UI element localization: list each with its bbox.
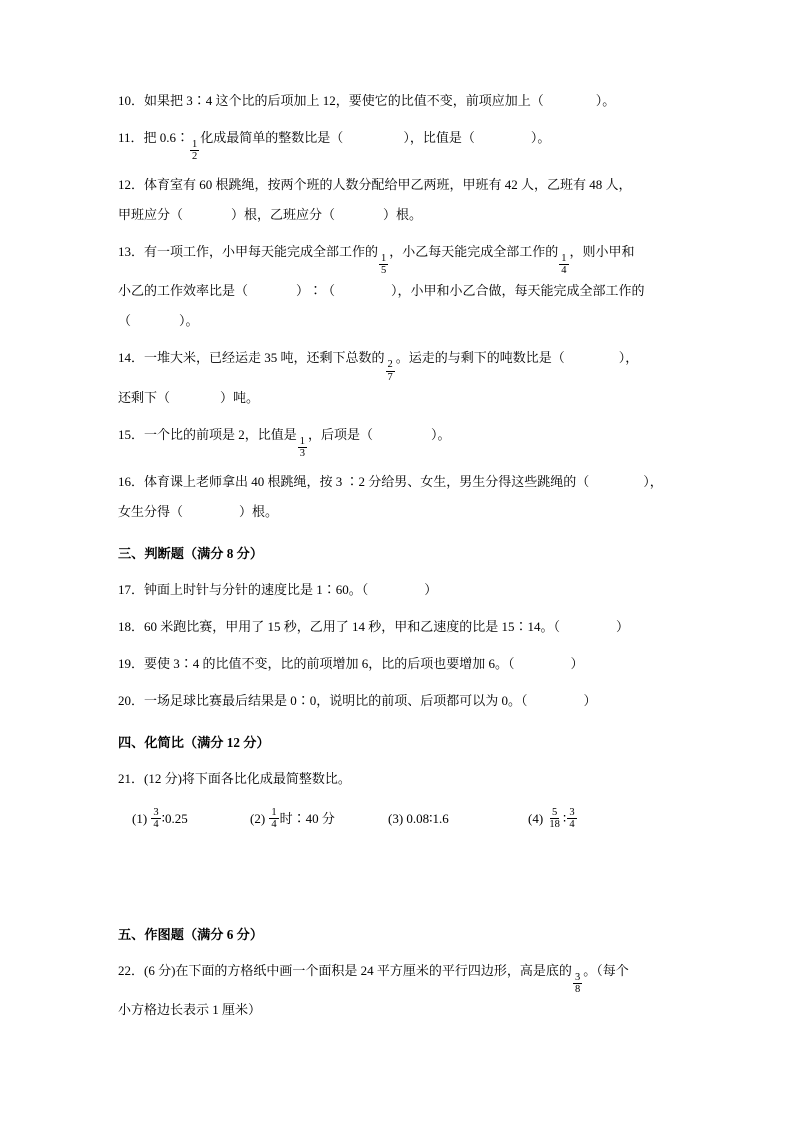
question-text: 体育室有 60 根跳绳，按两个班的人数分配给甲乙两班，甲班有 42 人，乙班有 48 人， xyxy=(144,176,632,192)
simplify-item xyxy=(132,804,250,834)
question-number: 22． xyxy=(118,962,145,978)
fraction xyxy=(151,807,160,831)
section-4-title: 四、化简比（满分 12 分） xyxy=(118,734,270,750)
question-text: 要使 3∶4 的比值不变，比的前项增加 6，比的后项也要增加 6。（ xyxy=(144,655,515,671)
fraction-numerator: 3 xyxy=(153,806,159,818)
fraction-denominator: 4 xyxy=(569,819,575,831)
expression-text: 时∶40 分 xyxy=(279,810,335,826)
question-q14 xyxy=(118,343,675,413)
question-number: 13． xyxy=(118,243,145,259)
question-text: ）∶（ xyxy=(296,283,336,299)
expression-text: ∶ xyxy=(562,810,567,826)
question-number: 19． xyxy=(118,655,145,671)
answer-blank[interactable] xyxy=(544,86,596,116)
question-number: 14． xyxy=(118,350,145,366)
question-number: 12． xyxy=(118,176,145,192)
fraction-denominator: 2 xyxy=(192,151,198,163)
answer-blank[interactable] xyxy=(248,276,296,306)
fraction xyxy=(567,807,576,831)
fraction xyxy=(386,359,395,383)
question-text: 钟面上时针与分针的速度比是 1∶60。（ xyxy=(144,581,369,597)
question-text: ）根，乙班应分（ xyxy=(231,206,336,222)
question-text: ）根。 xyxy=(383,206,423,222)
simplify-item xyxy=(528,804,628,834)
question-text: 。（每个 xyxy=(583,962,629,978)
question-q12 xyxy=(118,170,675,230)
fraction xyxy=(379,253,388,277)
work-space-area xyxy=(118,834,675,908)
question-text: 有一项工作，小甲每天能完成全部工作的 xyxy=(144,243,379,259)
fraction-numerator: 3 xyxy=(569,806,575,818)
question-text: 一堆大米，已经运走 35 吨，还剩下总数的 xyxy=(144,350,385,366)
question-text: 还剩下（ xyxy=(118,390,171,406)
question-text: ） xyxy=(583,692,597,708)
fraction xyxy=(547,807,562,831)
fraction-numerator: 3 xyxy=(574,971,581,983)
question-number: 18． xyxy=(118,618,145,634)
question-number: 11． xyxy=(118,130,144,145)
question-text: （ xyxy=(118,313,132,329)
question-text: ），小甲和小乙合做，每天能完成全部工作的 xyxy=(391,283,645,299)
question-text: ） xyxy=(424,581,438,597)
question-text: 小方格边长表示 1 厘米） xyxy=(118,1002,262,1018)
question-text: (6 分)在下面的方格纸中画一个面积是 24 平方厘米的平行四边形，高是底的 xyxy=(144,962,572,978)
question-text: ）， xyxy=(643,473,663,489)
answer-blank[interactable] xyxy=(528,686,584,716)
answer-blank[interactable] xyxy=(183,200,231,230)
question-text: ）。 xyxy=(179,313,199,329)
question-q15 xyxy=(118,420,675,460)
item-label: (2) xyxy=(250,810,269,826)
answer-blank[interactable] xyxy=(131,306,179,336)
question-q19 xyxy=(118,649,675,679)
question-q17 xyxy=(118,575,675,605)
question-number: 15． xyxy=(118,427,145,443)
question-text: ） xyxy=(570,655,584,671)
question-number: 10． xyxy=(118,93,145,108)
expression-text: 0.08∶1.6 xyxy=(406,810,449,826)
answer-blank[interactable] xyxy=(170,383,220,413)
question-text: 小乙的工作效率比是（ xyxy=(118,283,249,299)
answer-blank[interactable] xyxy=(183,497,239,527)
item-label: (4) xyxy=(528,810,547,826)
item-label: (1) xyxy=(132,810,151,826)
fraction xyxy=(269,807,278,831)
fraction xyxy=(298,436,307,460)
fraction-denominator: 4 xyxy=(561,265,567,277)
fraction-denominator: 5 xyxy=(381,265,387,277)
expression-text: ∶0.25 xyxy=(161,810,188,826)
question-q18 xyxy=(118,612,675,642)
fraction-denominator: 8 xyxy=(574,984,581,996)
answer-blank[interactable] xyxy=(368,575,424,605)
question-number: 17． xyxy=(118,581,145,597)
fraction-denominator: 4 xyxy=(153,819,159,831)
question-q11 xyxy=(118,123,675,163)
true-false-questions xyxy=(118,575,675,716)
question-text: ，则小甲和 xyxy=(569,243,635,259)
question-21-lead: 21．(12 分)将下面各比化成最简整数比。 xyxy=(118,770,351,786)
question-22 xyxy=(118,956,675,1026)
simplify-item xyxy=(250,804,388,834)
item-label: (3) xyxy=(388,810,407,826)
question-text: ，后项是（ xyxy=(308,427,374,443)
fraction-numerator: 2 xyxy=(387,359,393,371)
simplify-items-row xyxy=(118,804,675,834)
section-3-title: 三、判断题（满分 8 分） xyxy=(118,545,264,561)
question-text: ）根。 xyxy=(239,503,279,519)
fraction xyxy=(559,253,568,277)
question-text: ）。 xyxy=(595,93,616,108)
fraction-numerator: 1 xyxy=(561,252,567,264)
question-q20 xyxy=(118,686,675,716)
question-number: 20． xyxy=(118,692,145,708)
answer-blank[interactable] xyxy=(589,467,643,497)
question-text: 一场足球比赛最后结果是 0∶0，说明比的前项、后项都可以为 0。（ xyxy=(144,692,528,708)
question-text: ）， xyxy=(618,350,639,366)
simplify-item xyxy=(388,804,528,834)
answer-blank[interactable] xyxy=(565,343,619,373)
answer-blank[interactable] xyxy=(343,123,403,153)
question-text: 。运走的与剩下的吨数比是（ xyxy=(395,350,565,366)
question-text: 体育课上老师拿出 40 根跳绳，按 3 ∶2 分给男、女生，男生分得这些跳绳的（ xyxy=(144,473,590,489)
answer-blank[interactable] xyxy=(560,612,616,642)
fraction-numerator: 1 xyxy=(381,252,387,264)
fraction-numerator: 1 xyxy=(192,139,198,151)
question-text: ） xyxy=(616,618,630,634)
answer-blank[interactable] xyxy=(515,649,571,679)
fraction xyxy=(573,972,582,996)
question-text: 一个比的前项是 2，比值是 xyxy=(144,427,297,443)
section-5-title: 五、作图题（满分 6 分） xyxy=(118,926,264,942)
question-q13 xyxy=(118,237,675,337)
question-text: 如果把 3∶4 这个比的后项加上 12，要使它的比值不变，前项应加上（ xyxy=(144,93,544,108)
question-text: 女生分得（ xyxy=(118,503,184,519)
fraction-numerator: 1 xyxy=(271,806,277,818)
question-q10 xyxy=(118,86,675,116)
question-text: 化成最简单的整数比是（ xyxy=(200,130,344,145)
fraction-denominator: 3 xyxy=(299,448,306,460)
question-q16 xyxy=(118,467,675,527)
question-text: ，小乙每天能完成全部工作的 xyxy=(389,243,559,259)
question-text: 60 米跑比赛，甲用了 15 秒，乙用了 14 秒，甲和乙速度的比是 15∶14。（ xyxy=(144,618,561,634)
fraction-denominator: 18 xyxy=(549,819,560,831)
answer-blank[interactable] xyxy=(335,200,383,230)
question-text: ）吨。 xyxy=(220,390,260,406)
fill-in-blank-questions xyxy=(118,86,675,527)
answer-blank[interactable] xyxy=(373,420,431,450)
question-text: ），比值是（ xyxy=(403,130,475,145)
fraction-numerator: 5 xyxy=(552,806,558,818)
question-text: 甲班应分（ xyxy=(118,206,184,222)
answer-blank[interactable] xyxy=(475,123,531,153)
question-text: ）。 xyxy=(431,427,451,443)
fraction-numerator: 1 xyxy=(299,436,306,448)
fraction-denominator: 7 xyxy=(387,371,393,383)
question-number: 16． xyxy=(118,473,145,489)
question-text: 把 0.6∶ xyxy=(143,130,190,145)
fraction-denominator: 4 xyxy=(271,819,277,831)
question-22-text xyxy=(118,956,675,1026)
answer-blank[interactable] xyxy=(335,276,391,306)
question-text: ）。 xyxy=(530,130,551,145)
fraction xyxy=(190,139,199,163)
